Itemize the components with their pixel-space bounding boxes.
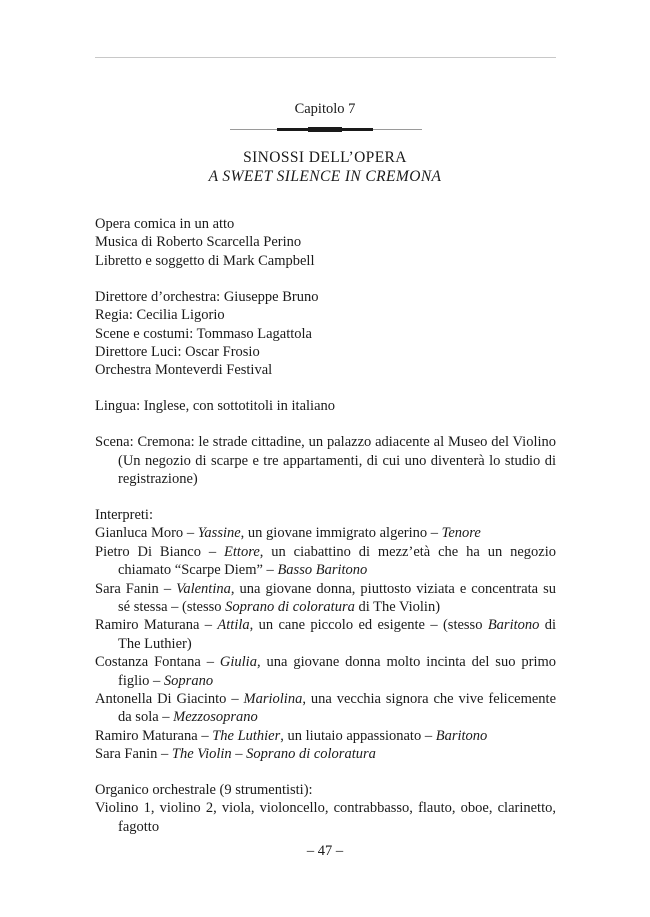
role-note: di The Luthier) bbox=[118, 617, 557, 652]
singer-name: Costanza Fontana bbox=[95, 654, 201, 671]
role-description: , un giovane immigrato algerino – bbox=[240, 525, 442, 542]
info-line-libretto: Libretto e soggetto di Mark Campbell bbox=[95, 252, 315, 269]
credit-orchestra: Orchestra Monteverdi Festival bbox=[95, 362, 273, 379]
performer-entry: Sara Fanin – Valentina, una giovane donna, piuttosto viziata e concentrata su sé stessa – (stesso Soprano di coloratura di The Violin) bbox=[95, 580, 557, 615]
credit-lighting: Direttore Luci: Oscar Frosio bbox=[95, 343, 260, 360]
performer-entry: Antonella Di Giacinto – Mariolina, una vecchia signora che vive felicemente da sola – Mezzosoprano bbox=[95, 690, 557, 726]
role-description: , una giovane donna molto incinta del suo primo figlio – bbox=[118, 654, 556, 689]
credit-direction: Regia: Cecilia Ligorio bbox=[95, 307, 225, 324]
performer-entry: Ramiro Maturana – The Luthier, un liutaio appassionato – Baritono bbox=[95, 727, 488, 744]
opera-title: A SWEET SILENCE IN CREMONA bbox=[208, 168, 442, 185]
role-name: Giulia bbox=[219, 654, 257, 671]
singer-name: Sara Fanin bbox=[95, 580, 159, 597]
performers-heading: Interpreti: bbox=[95, 506, 153, 523]
singer-name: Ramiro Maturana bbox=[95, 727, 198, 744]
chapter-ornament bbox=[230, 127, 422, 133]
singer-name: Ramiro Maturana bbox=[95, 617, 200, 634]
role-description: , un ciabattino di mezz’età che ha un negozio chiamato “Scarpe Diem” – bbox=[118, 543, 556, 579]
orchestra-list: Violino 1, violino 2, viola, violoncello, contrabbasso, flauto, oboe, clarinetto, fagotto bbox=[95, 800, 556, 835]
performer-entry: Pietro Di Bianco – Ettore, un ciabattino di mezz’età che ha un negozio chiamato “Scarpe Diem” – Basso Baritono bbox=[95, 543, 556, 579]
synopsis-body bbox=[95, 215, 556, 836]
role-name: Ettore bbox=[224, 543, 260, 560]
credit-sets-costumes: Scene e costumi: Tommaso Lagattola bbox=[95, 325, 312, 342]
singer-name: Sara Fanin bbox=[95, 746, 158, 763]
voice-type: Basso Baritono bbox=[277, 562, 368, 579]
performer-entry: Costanza Fontana – Giulia, una giovane donna molto incinta del suo primo figlio – Soprano bbox=[95, 654, 556, 689]
language-line: Lingua: Inglese, con sottotitoli in italiano bbox=[95, 398, 336, 415]
voice-type: Baritono bbox=[435, 727, 488, 744]
voice-type: Tenore bbox=[441, 525, 481, 542]
voice-type: Soprano bbox=[163, 672, 214, 689]
role-name: The Luthier bbox=[212, 727, 281, 744]
performer-entry: Ramiro Maturana – Attila, un cane piccolo ed esigente – (stesso Baritono di The Luthier) bbox=[95, 617, 557, 652]
voice-type: Soprano di coloratura bbox=[246, 746, 376, 763]
credit-conductor: Direttore d’orchestra: Giuseppe Bruno bbox=[95, 288, 319, 305]
info-line-music: Musica di Roberto Scarcella Perino bbox=[95, 234, 302, 251]
header-rule bbox=[95, 57, 556, 58]
role-description: , una giovane donna, piuttosto viziata e concentrata su sé stessa – (stesso bbox=[118, 580, 557, 615]
role-name: Attila bbox=[217, 617, 250, 634]
role-note: di The Violin) bbox=[354, 598, 441, 615]
singer-name: Pietro Di Bianco bbox=[95, 543, 201, 560]
singer-name: Antonella Di Giacinto bbox=[95, 690, 227, 707]
role-name: Valentina bbox=[176, 580, 231, 597]
performer-entry: Sara Fanin – The Violin – Soprano di coloratura bbox=[95, 746, 376, 763]
section-title: SINOSSI DELL’OPERA bbox=[243, 149, 407, 166]
role-name: Yassine bbox=[197, 525, 241, 542]
role-name: The Violin bbox=[171, 746, 232, 763]
ornament-center-bar bbox=[308, 127, 342, 132]
voice-type: Soprano di coloratura bbox=[225, 598, 355, 615]
role-description: , un liutaio appassionato – bbox=[280, 727, 436, 744]
voice-type: Baritono bbox=[487, 617, 540, 634]
role-description: – bbox=[231, 746, 247, 763]
singer-name: Gianluca Moro bbox=[95, 525, 184, 542]
orchestra-heading: Organico orchestrale (9 strumentisti): bbox=[95, 782, 313, 799]
role-name: Mariolina bbox=[243, 690, 303, 707]
scene-paragraph: Scena: Cremona: le strade cittadine, un palazzo adiacente al Museo del Violino (Un negozio di scarpe e tre appartamenti, di cui uno diventerà lo studio di registrazione) bbox=[95, 434, 556, 487]
info-line-genre: Opera comica in un atto bbox=[95, 216, 235, 232]
voice-type: Mezzosoprano bbox=[173, 709, 258, 726]
page-number: – 47 – bbox=[306, 843, 344, 859]
role-description: , una vecchia signora che vive felicemente da sola – bbox=[118, 690, 557, 726]
chapter-label: Capitolo 7 bbox=[294, 101, 356, 117]
role-description: , un cane piccolo ed esigente – (stesso bbox=[249, 617, 488, 634]
performer-entry: Gianluca Moro – Yassine, un giovane immigrato algerino – Tenore bbox=[95, 525, 481, 542]
